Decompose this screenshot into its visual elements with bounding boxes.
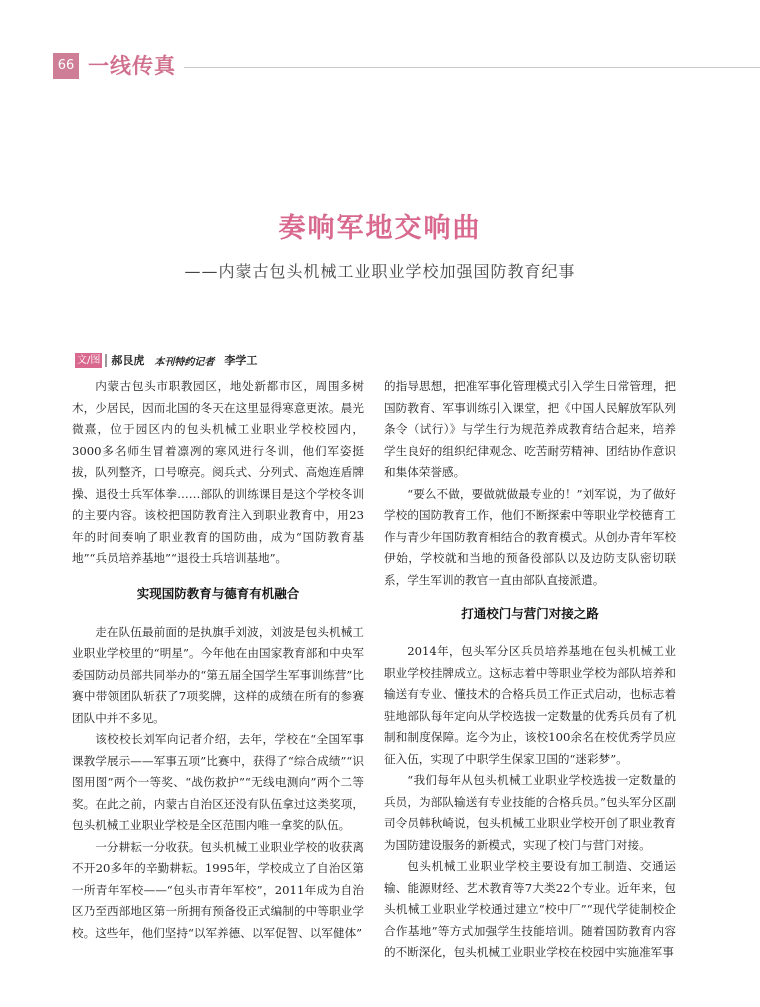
byline-label: 文/图 [77,354,101,366]
article-subtitle: ——内蒙古包头机械工业职业学校加强国防教育纪事 [184,262,576,281]
section-heading: 实现国防教育与德育有机融合 [136,585,300,601]
intro-paragraph: 内蒙古包头市职教园区，地处新都市区，周围多树木，少居民，因而北国的冬天在这里显得寒意更浓。晨光微熹，位于园区内的包头机械工业职业学校校园内，3000多名师生冒着凛冽的寒风进行冬训，他们军姿挺拔，队列整齐，口号嘹亮。阅兵式、分列式、高炮连盾牌操、退役士兵军体拳……部队的训练课目是这个学校冬训的主要内容。该校把国防教育注入到职业教育中，用23年的时间奏响了职业教育的国防曲，成为“国防教育基地”“兵员培养基地”“退役士兵培训基地”。 [72,379,364,565]
byline-separator [105,354,107,367]
article-title: 奏响军地交响曲 [278,213,482,244]
body-paragraph: 2014年，包头军分区兵员培养基地在包头机械工业职业学校挂牌成立。这标志着中等职业学校为部队培养和输送有专业、懂技术的合格兵员工作正式启动，也标志着驻地部队每年定向从学校选拔一定数量的优秀兵员有了机制和制度保障。迄今为止，该校100余名在校优秀学员应征入伍，实现了中职学生保家卫国的“迷彩梦”。 [384,644,676,766]
body-paragraph: 一分耕耘一分收获。包头机械工业职业学校的收获离不开20多年的辛勤耕耘。1995年，学校成立了自治区第一所青年军校——“包头市青年军校”，2011年成为自治区乃至西部地区第一所拥有预备役正式编制的中等职业学校。这些年，他们坚持“以军养德、以军促智、以军健体” [72,839,364,940]
body-paragraph: “我们每年从包头机械工业职业学校选拔一定数量的兵员，为部队输送有专业技能的合格兵员。”包头军分区副司令员韩秋崎说，包头机械工业职业学校开创了职业教育为国防建设服务的新模式，实现了校门与营门对接。 [384,773,676,852]
body-paragraph: 该校校长刘军向记者介绍，去年，学校在“全国军事课教学展示——军事五项”比赛中，获得了“综合成绩”“识图用图”两个一等奖、“战伤救护”“无线电测向”两个二等奖。在此之前，内蒙古自治区还没有队伍拿过这类奖项，包头机械工业职业学校是全区范围内唯一拿奖的队伍。 [72,732,364,832]
byline-role: 本刊特约记者 [154,356,215,368]
right-column [384,376,676,1006]
body-paragraph: 的指导思想，把准军事化管理模式引入学生日常管理，把国防教育、军事训练引入课堂，把《中国人民解放军队列条令（试行）》与学生行为规范养成教育结合起来，培养学生良好的组织纪律观念、吃苦耐劳精神、团结协作意识和集体荣誉感。 [384,379,676,479]
byline-author: 郝艮虎 [111,354,145,367]
body-paragraph: 走在队伍最前面的是执旗手刘波，刘波是包头机械工业职业学校里的“明星”。今年他在由国家教育部和中央军委国防动员部共同举办的“第五届全国学生军事训练营”比赛中带领团队斩获了7项奖牌，这样的成绩在所有的参赛团队中并不多见。 [72,624,364,725]
body-paragraph: “要么不做，要做就做最专业的！”刘军说，为了做好学校的国防教育工作，他们不断探索中等职业学校德育工作与青少年国防教育相结合的教育模式。从创办青年军校伊始，学校就和当地的预备役部队以及边防支队密切联系，学生军训的教官一直由部队直接派遣。 [384,486,676,587]
section-title: 一线传真 [88,54,176,78]
page-number-badge: 66 [53,53,79,79]
byline [75,351,257,369]
left-column [72,376,364,1006]
section-heading: 打通校门与营门对接之路 [461,606,599,621]
body-paragraph: 包头机械工业职业学校主要设有加工制造、交通运输、能源财经、艺术教育等7大类22个专业。近年来，包头机械工业职业学校通过建立“校中厂”“现代学徒制校企合作基地”等方式加强学生技能培训。随着国防教育内容的不断深化，包头机械工业职业学校在校园中实施准军事 [384,859,676,959]
header-divider [184,67,760,68]
byline-author: 李学工 [224,354,258,367]
